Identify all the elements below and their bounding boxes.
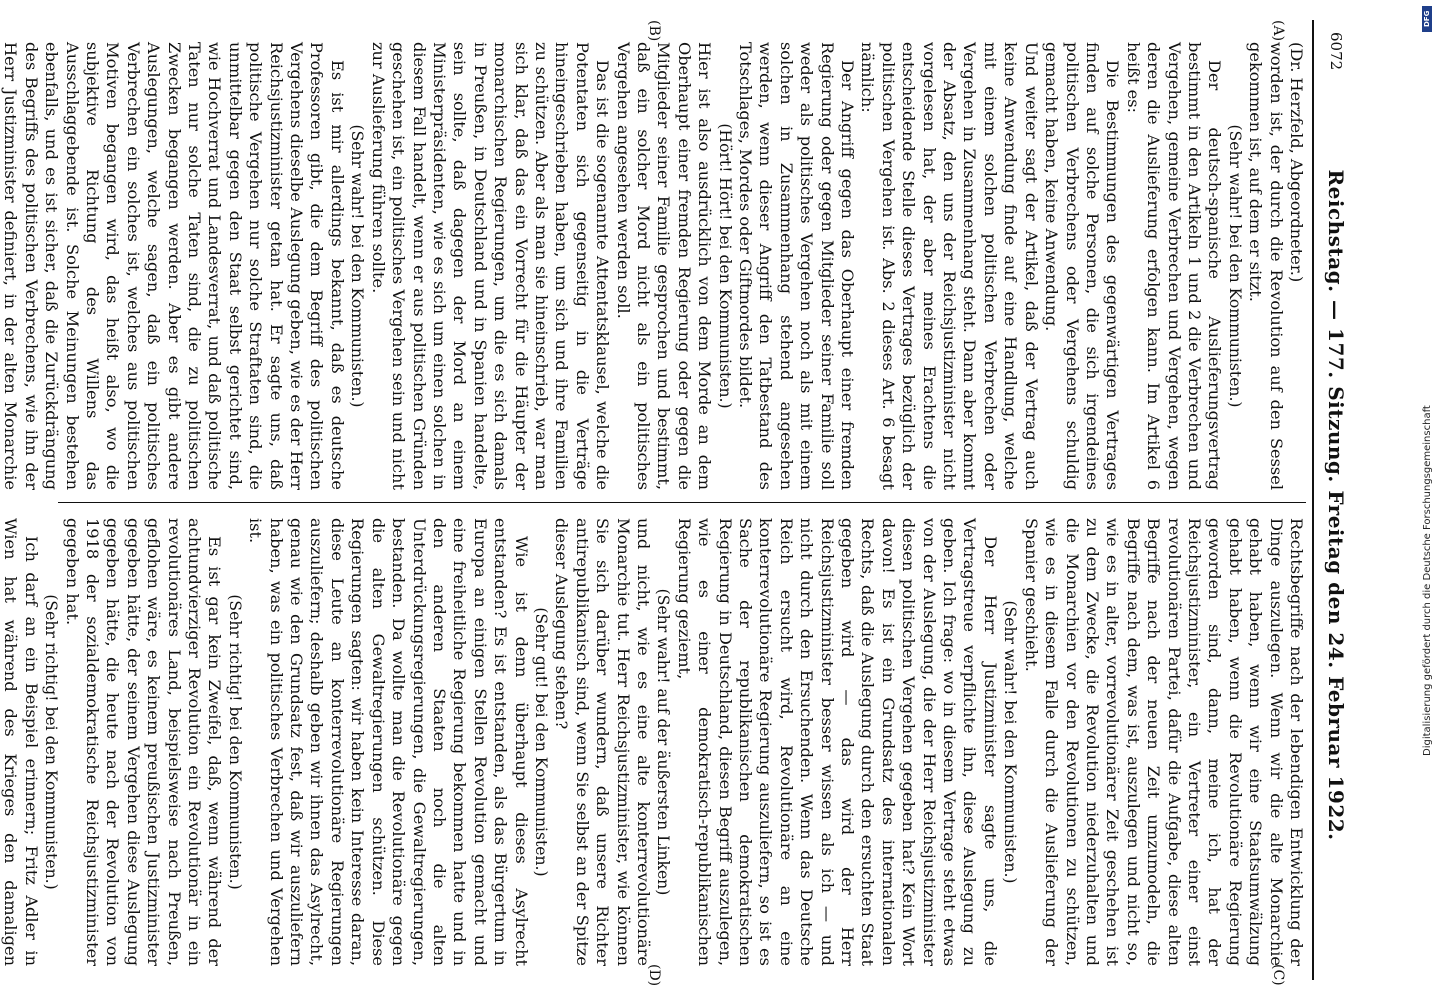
margin-letter-b: (B)	[646, 20, 662, 42]
paragraph: Und weiter sagt der Artikel, daß der Vertrag auch keine Anwendung finde auf eine Handlung, welche mit einem solchen politischen Verbrechen oder Vergehen in Zusammenhang steht. Dann aber kommt der Absatz, den uns der Reichsjustizminister nicht vorgelesen hat, der aber meines Erachtens die entscheidende Stelle dieses Vertrages bezüglich der politischen Vergehen ist. Abs. 2 dieses Art. 6 besagt nämlich:	[858, 42, 1041, 490]
page-number: 6072	[1327, 32, 1345, 71]
header-rule	[1312, 20, 1314, 980]
page-title: Reichstag. — 177. Sitzung. Freitag den 24. Februar 1922.	[1324, 169, 1348, 841]
running-head	[1314, 20, 1358, 980]
paragraph: Rechtsbegriffe nach der lebendigen Entwicklung der Dinge auszulegen. Wenn wir die alte Monarchie gehabt haben, wenn wir eine Staatsumwälzung gehabt haben, wenn die Revolutionäre Regierung geworden sind, dann, meine ich, hat der Reichsjustizminister, ein Vertreter einer einst revolutionären Partei, dafür die Aufgabe, diese alten Begriffe nach der neuen Zeit umzumodeln, die Begriffe nach dem, was ist, auszulegen und nicht so, wie es in alter, vorrevolutionärer Zeit geschehen ist zu dem Zwecke, die Revolution niederzuhalten und die Monarchien vor den Revolutionen zu schützen, wie es in diesem Falle durch die Auslieferung der Spanier geschieht.	[1021, 518, 1306, 966]
column-divider	[58, 502, 1306, 503]
speaker-line: (Dr. Herzfeld, Abgeordneter.)	[1287, 42, 1306, 283]
left-column	[1, 42, 1306, 490]
right-column	[1, 518, 1306, 966]
interjection: (Sehr gut! bei den Kommunisten.)	[531, 607, 550, 877]
interjection: (Sehr wahr! bei den Kommunisten.)	[348, 124, 367, 408]
interjection: (Hört! Hört! bei den Kommunisten.)	[715, 123, 734, 409]
digitization-credit: Digitalisierung gefördert durch die Deutsche Forschungsgemeinschaft	[1422, 405, 1433, 756]
quotation: Die Bestimmungen des gegenwärtigen Vertrages finden auf solche Personen, die sich irgendeines politischen Verbrechens oder Vergehens schuldig gemacht haben, keine Anwendung.	[1042, 42, 1123, 490]
paragraph: Das ist die sogenannte Attentatsklausel, welche die Potentaten sich gegenseitig in die Verträge hineingeschrieben haben, um sich und ihre Familien zu schützen. Aber als man sie hineinschrieb, war man sich klar, daß das ein Vorrecht für die Häupter der monarchischen Regierungen, um die es sich damals in Preußen, in Deutschland und in Spanien handelte, sein sollte, daß dagegen der Mord an einem Ministerpräsidenten, wie es sich um einen solchen in diesem Fall handelt, wenn er aus politischen Gründen geschehen ist, ein politisches Vergehen sein und nicht zur Auslieferung führen sollte.	[368, 42, 613, 490]
margin-letter-d: (D)	[646, 964, 662, 987]
paragraph: Wie ist denn überhaupt dieses Asylrecht entstanden? Es ist entstanden, als das Bürgertum in Europa an einigen Stellen Revolution gemacht und eine freiheitliche Regierung bekommen hatte und in den anderen Staaten noch die alten Unterdrückungsregierungen, die Gewaltregierungen, bestanden. Da wollte man die Revolutionäre gegen die alten Gewaltregierungen schützen. Diese Regierungen sagten: wir haben kein Interesse daran, diese Leute an konterrevolutionäre Regierungen auszuliefern; deshalb geben wir ihnen das Asylrecht, genau wie den Grundsatz fest, daß wir auszuliefern haben, was ein politisches Verbrechen und Vergehen ist.	[246, 518, 531, 966]
paragraph: Es ist gar kein Zweifel, daß, wenn während der achtundvierziger Revolution ein Revolutionär in ein revolutionäres Land, beispielsweise nach Preußen, geflohen wäre, es keinem preußischen Justizminister gegeben hätte, der seinem Vergehen diese Auslegung gegeben hätte, die heute nach der Revolution von 1918 der sozialdemokratische Reichsjustizminister gegeben hat.	[62, 518, 225, 966]
interjection: (Sehr richtig! bei den Kommunisten.)	[42, 594, 61, 890]
interjection: (Sehr richtig! bei den Kommunisten.)	[225, 594, 244, 890]
paragraph: Hier ist also ausdrücklich von dem Morde an dem Oberhaupt einer fremden Regierung oder gegen die Mitglieder seiner Familie gesprochen und bestimmt, daß ein solcher Mord nicht als ein politisches Vergehen angesehen werden soll.	[613, 42, 715, 490]
dfg-logo: DFG	[1422, 6, 1432, 32]
paragraph: Ich darf an ein Beispiel erinnern; Fritz Adler in Wien hat während des Krieges den damaligen	[1, 518, 41, 966]
interjection: (Sehr wahr! auf der äußersten Linken)	[654, 588, 673, 896]
paragraph: Der deutsch-spanische Auslieferungsvertrag bestimmt in den Artikeln 1 und 2 die Verbrechen und Vergehen, gemeine Verbrechen und Vergehen, wegen deren die Auslieferung erfolgen kann. Im Artikel 6 heißt es:	[1123, 42, 1225, 490]
paragraph: Es ist mir allerdings bekannt, daß es deutsche Professoren gibt, die dem Begriff des politischen Vergehens dieselbe Auslegung geben, wie es der Herr Reichsjustizminister getan hat. Er sagte uns, daß politische Vergehen nur solche Straftaten sind, die unmittelbar gegen den Staat selbst gerichtet sind, wie Hochverrat und Landesverrat, und daß politische Taten nur solche Taten sind, die zu politischen Zwecken begangen werden. Aber es gibt andere Auslegungen, welche sagen, daß ein politisches Verbrechen ein solches ist, welches aus politischen Motiven begangen wird, das heißt also, wo die subjektive Richtung des Willens das Ausschlaggebende ist. Solche Meinungen bestehen ebenfalls, und es ist sicher, daß die Zurückdrängung des Begriffs des politischen Verbrechens, wie ihn der Herr Justizminister definiert, in der alten Monarchie	[1, 42, 347, 490]
margin-letter-a: (A)	[1270, 20, 1286, 42]
interjection: (Sehr wahr! bei den Kommunisten.)	[1225, 124, 1244, 408]
rotated-document-page	[1, 20, 1382, 987]
paragraph: und nicht, wie es eine alte konterrevolutionäre Monarchie tut. Herr Reichsjustizminister, wie können Sie sich darüber wundern, daß unsere Richter antirepublikanisch sind, wenn Sie selbst an der Spitze dieser Auslegung stehen?	[552, 518, 653, 966]
paragraph: worden ist, der durch die Revolution auf den Sessel gekommen ist, auf dem er sitzt.	[1246, 42, 1286, 490]
paragraph: Der Herr Justizminister sagte uns, die Vertragstreue verpflichte ihn, diese Auslegung zu geben. Ich frage: wo in diesem Vertrage steht etwas von der Auslegung, die der Herr Reichsjustizminister diesen politischen Vergehen gegeben hat? Kein Wort davon! Es ist ein Grundsatz des internationalen Rechts, daß die Auslegung durch den ersuchten Staat gegeben wird — das wird der Herr Reichsjustizminister besser wissen als ich — und nicht durch den Ersuchenden. Wenn das Deutsche Reich ersucht wird, Revolutionäre an eine konterrevolutionäre Regierung auszuliefern, so ist es Sache der republikanischen demokratischen Regierung in Deutschland, diesen Begriff auszulegen, wie es einer demokratisch-republikanischen Regierung geziemt,	[674, 518, 1000, 966]
margin-letter-c: (C)	[1270, 964, 1286, 986]
interjection: (Sehr wahr! bei den Kommunisten.)	[1001, 600, 1020, 884]
quotation: Der Angriff gegen das Oberhaupt einer fremden Regierung oder gegen Mitglieder seiner Familie soll weder als politisches Vergehen noch als mit einem solchen in Zusammenhang stehend angesehen werden, wenn dieser Angriff den Tatbestand des Totschlages, Mordes oder Giftmordes bildet.	[736, 42, 858, 490]
